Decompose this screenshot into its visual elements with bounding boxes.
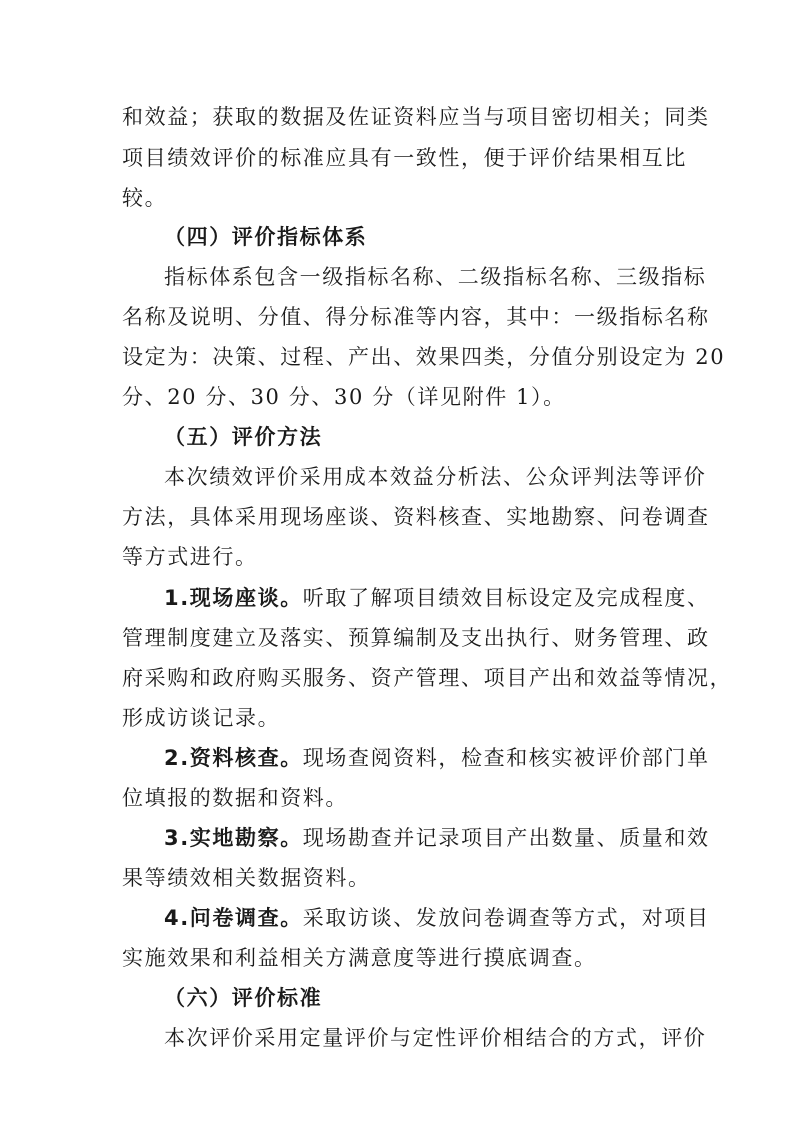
item-text: 现场勘查并记录项目产出数量、质量和效: [302, 826, 710, 850]
paragraph-line: 设定为：决策、过程、产出、效果四类，分值分别设定为 20: [122, 345, 726, 369]
item-lead: 4.问卷调查。: [164, 906, 303, 930]
item-text: 采取访谈、发放问卷调查等方式，对项目: [302, 906, 710, 930]
item-lead: 2.资料核查。: [164, 746, 303, 770]
paragraph-line: 较。: [122, 186, 168, 210]
item-text: 听取了解项目绩效目标设定及完成程度、: [302, 586, 710, 610]
paragraph-line: 等方式进行。: [122, 545, 258, 569]
paragraph-line-with-lead: [0, 578, 793, 618]
paragraph-line: 方法，具体采用现场座谈、资料核查、实地勘察、问卷调查: [122, 505, 710, 529]
paragraph-line-with-lead: [0, 738, 793, 778]
paragraph-line: 府采购和政府购买服务、资产管理、项目产出和效益等情况，: [122, 666, 733, 690]
paragraph-line: 和效益；获取的数据及佐证资料应当与项目密切相关；同类: [122, 105, 710, 129]
paragraph-line: 实施效果和利益相关方满意度等进行摸底调查。: [122, 946, 597, 970]
paragraph-line: 名称及说明、分值、得分标准等内容，其中：一级指标名称: [122, 305, 710, 329]
paragraph-line: 管理制度建立及落实、预算编制及支出执行、财务管理、政: [122, 626, 710, 650]
paragraph-line: 位填报的数据和资料。: [122, 786, 348, 810]
item-lead: 3.实地勘察。: [164, 826, 303, 850]
paragraph-line: 指标体系包含一级指标名称、二级指标名称、三级指标: [164, 265, 707, 289]
paragraph-line-with-lead: [0, 898, 793, 938]
section-heading: （四）评价指标体系: [164, 225, 368, 249]
paragraph-line: 本次评价采用定量评价与定性评价相结合的方式，评价: [164, 1026, 707, 1050]
paragraph-line: 本次绩效评价采用成本效益分析法、公众评判法等评价: [164, 465, 707, 489]
paragraph-line: 形成访谈记录。: [122, 706, 281, 730]
paragraph-line: 分、20 分、30 分、30 分（详见附件 1）。: [122, 385, 566, 409]
item-lead: 1.现场座谈。: [164, 586, 303, 610]
section-heading: （五）评价方法: [164, 425, 323, 449]
paragraph-line: 项目绩效评价的标准应具有一致性，便于评价结果相互比: [122, 146, 687, 170]
paragraph-line: 果等绩效相关数据资料。: [122, 866, 371, 890]
section-heading: （六）评价标准: [164, 986, 323, 1010]
item-text: 现场查阅资料，检查和核实被评价部门单: [302, 746, 710, 770]
paragraph-line-with-lead: [0, 818, 793, 858]
